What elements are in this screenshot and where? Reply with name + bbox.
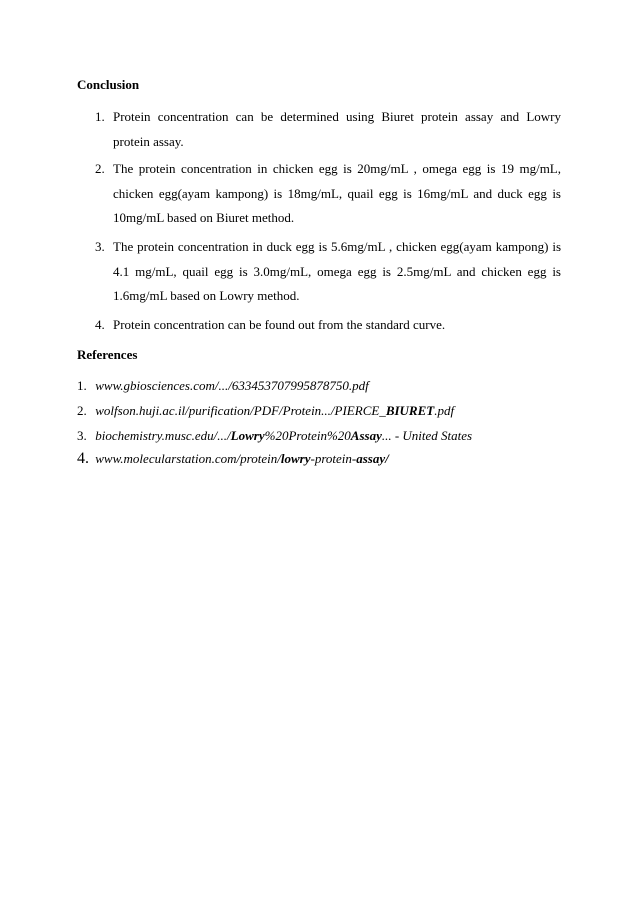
reference-link-highlight: assay/ — [356, 451, 389, 466]
reference-item — [77, 378, 369, 394]
reference-item — [77, 428, 472, 444]
conclusion-item-number: 3. — [95, 239, 105, 254]
conclusion-item-number: 1. — [95, 109, 105, 124]
reference-number: 4. — [77, 450, 89, 467]
conclusion-item-text: Protein concentration can be found out from the standard curve. — [113, 317, 446, 332]
reference-link-text: .pdf — [434, 403, 455, 418]
reference-link-text: www.molecularstation.com/protein/ — [95, 451, 281, 466]
reference-number: 1. — [77, 378, 87, 393]
reference-link-text: ... - United States — [381, 428, 473, 443]
conclusion-heading: Conclusion — [77, 77, 140, 92]
reference-link-text: biochemistry.musc.edu/.../ — [95, 428, 231, 443]
reference-link-highlight: Assay — [350, 428, 382, 443]
reference-link[interactable] — [95, 378, 368, 393]
references-heading: References — [77, 347, 138, 362]
reference-link[interactable] — [95, 403, 454, 418]
conclusion-item-text: The protein concentration in chicken egg is 20mg/mL , omega egg is 19 mg/mL, chicken egg(ayam kampong) is 18mg/mL, quail egg is 16mg/mL and duck egg is 10mg/mL based on Biuret method. — [113, 161, 561, 225]
reference-link-text: %20Protein%20 — [264, 428, 351, 443]
conclusion-item — [95, 235, 561, 309]
reference-link-highlight: Lowry — [230, 428, 265, 443]
conclusion-item — [95, 105, 561, 154]
reference-link[interactable] — [95, 428, 472, 443]
reference-link-text: www.gbiosciences.com/.../633453707995878750.pdf — [95, 378, 369, 393]
conclusion-item — [95, 313, 561, 338]
reference-link-text: wolfson.huji.ac.il/purification/PDF/Protein.../PIERCE_ — [95, 403, 386, 418]
reference-item — [77, 451, 389, 467]
reference-number: 3. — [77, 428, 87, 443]
reference-link[interactable] — [95, 451, 388, 466]
conclusion-item-number: 2. — [95, 161, 105, 176]
conclusion-item-number: 4. — [95, 317, 105, 332]
conclusion-item-text: Protein concentration can be determined using Biuret protein assay and Lowry protein assay. — [113, 109, 561, 149]
reference-link-text: -protein- — [310, 451, 357, 466]
reference-link-highlight: lowry — [280, 451, 311, 466]
reference-link-highlight: BIURET — [385, 403, 435, 418]
reference-number: 2. — [77, 403, 87, 418]
conclusion-item — [95, 157, 561, 231]
conclusion-item-text: The protein concentration in duck egg is 5.6mg/mL , chicken egg(ayam kampong) is 4.1 mg/mL, quail egg is 3.0mg/mL, omega egg is 2.5mg/mL and chicken egg is 1.6mg/mL based on Lowry method. — [113, 239, 561, 303]
reference-item — [77, 403, 454, 419]
